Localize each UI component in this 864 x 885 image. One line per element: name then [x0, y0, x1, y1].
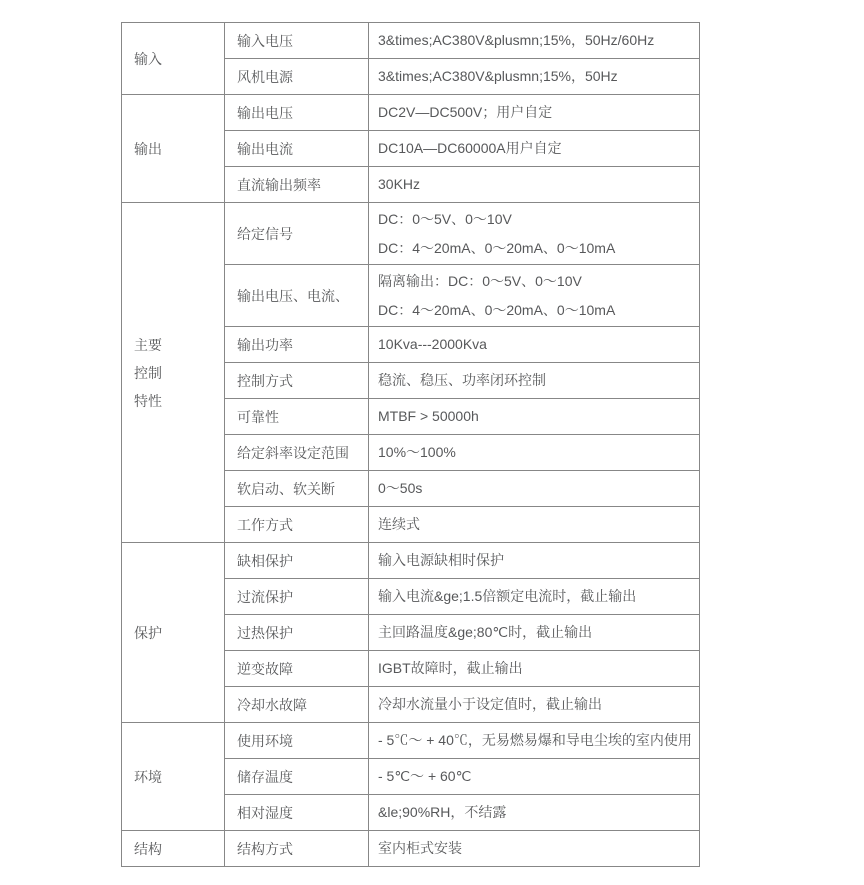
param-cell: 过流保护: [225, 579, 369, 615]
param-cell: 结构方式: [225, 831, 369, 867]
category-label: 保护: [134, 624, 162, 641]
value-cell: [369, 795, 700, 831]
value-cell: [369, 759, 700, 795]
value-cell: [369, 327, 700, 363]
category-cell-output: [122, 95, 225, 203]
value-line: 3&times;AC380V&plusmn;15%，50Hz: [378, 68, 618, 84]
value-line: 输入电流&ge;1.5倍额定电流时，截止输出: [378, 588, 637, 604]
spec-row: [122, 723, 700, 759]
category-label: 特性: [134, 392, 162, 409]
param-cell: 风机电源: [225, 59, 369, 95]
value-line: - 5℃～ + 40℃，无易燃易爆和导电尘埃的室内使用: [378, 732, 692, 748]
param-cell: 控制方式: [225, 363, 369, 399]
value-line: 30KHz: [378, 176, 421, 192]
value-line: DC：4～20mA、0～20mA、0～10mA: [378, 239, 616, 256]
value-cell: [369, 363, 700, 399]
category-cell-environment: [122, 723, 225, 831]
param-cell: 储存温度: [225, 759, 369, 795]
param-cell: 冷却水故障: [225, 687, 369, 723]
category-label: 环境: [134, 768, 162, 785]
value-cell: [369, 687, 700, 723]
value-cell: [369, 831, 700, 867]
param-cell: 给定斜率设定范围: [225, 435, 369, 471]
value-line: DC10A—DC60000A用户自定: [378, 140, 562, 156]
value-cell: [369, 615, 700, 651]
category-cell-structure: [122, 831, 225, 867]
category-label: 输出: [134, 140, 162, 157]
value-cell: [369, 471, 700, 507]
value-line: 10%～100%: [378, 444, 456, 460]
param-cell: 输入电压: [225, 23, 369, 59]
value-line: 稳流、稳压、功率闭环控制: [378, 372, 546, 388]
value-cell: [369, 131, 700, 167]
value-cell: [369, 399, 700, 435]
spec-row: [122, 831, 700, 867]
value-line: 冷却水流量小于设定值时，截止输出: [378, 696, 602, 712]
category-label: 主要: [134, 336, 162, 353]
param-cell: 工作方式: [225, 507, 369, 543]
value-cell: [369, 59, 700, 95]
param-cell: 可靠性: [225, 399, 369, 435]
value-cell: [369, 651, 700, 687]
param-cell: 缺相保护: [225, 543, 369, 579]
param-cell: 相对湿度: [225, 795, 369, 831]
value-line: 隔离输出：DC：0～5V、0～10V: [378, 272, 582, 289]
value-line: 10Kva---2000Kva: [378, 336, 487, 352]
value-cell: [369, 507, 700, 543]
value-line: 0～50s: [378, 480, 423, 496]
value-line: &le;90%RH，不结露: [378, 804, 507, 820]
value-cell: [369, 23, 700, 59]
value-line: DC：0～5V、0～10V: [378, 210, 512, 227]
value-line: 输入电源缺相时保护: [378, 552, 504, 568]
value-line: - 5℃～ + 60℃: [378, 768, 472, 784]
value-line: DC：4～20mA、0～20mA、0～10mA: [378, 301, 616, 318]
value-cell: [369, 723, 700, 759]
spec-row: [122, 543, 700, 579]
param-cell: 过热保护: [225, 615, 369, 651]
spec-row: [122, 95, 700, 131]
param-cell: 输出功率: [225, 327, 369, 363]
param-cell: 直流输出频率: [225, 167, 369, 203]
value-cell: [369, 167, 700, 203]
value-cell: [369, 543, 700, 579]
category-cell-protection: [122, 543, 225, 723]
category-cell-main-control: [122, 203, 225, 543]
param-cell: 逆变故障: [225, 651, 369, 687]
category-label: 控制: [134, 364, 162, 381]
param-cell: 使用环境: [225, 723, 369, 759]
category-cell-input: [122, 23, 225, 95]
value-line: 连续式: [378, 516, 420, 532]
param-cell: 给定信号: [225, 203, 369, 265]
value-line: 3&times;AC380V&plusmn;15%，50Hz/60Hz: [378, 32, 655, 48]
param-cell: 输出电压: [225, 95, 369, 131]
value-line: MTBF > 50000h: [378, 408, 479, 424]
param-cell: 软启动、软关断: [225, 471, 369, 507]
value-line: 室内柜式安装: [378, 840, 462, 856]
value-cell: [369, 95, 700, 131]
value-line: IGBT故障时，截止输出: [378, 660, 523, 676]
value-cell: [369, 265, 700, 327]
category-label: 结构: [134, 840, 162, 857]
spec-row: [122, 203, 700, 265]
value-cell: [369, 203, 700, 265]
spec-row: [122, 23, 700, 59]
param-cell: 输出电流: [225, 131, 369, 167]
value-line: 主回路温度&ge;80℃时，截止输出: [378, 624, 593, 640]
param-cell: 输出电压、电流、: [225, 265, 369, 327]
category-label: 输入: [134, 50, 162, 67]
spec-table: [121, 22, 700, 867]
value-cell: [369, 579, 700, 615]
value-cell: [369, 435, 700, 471]
value-line: DC2V—DC500V；用户自定: [378, 104, 553, 120]
